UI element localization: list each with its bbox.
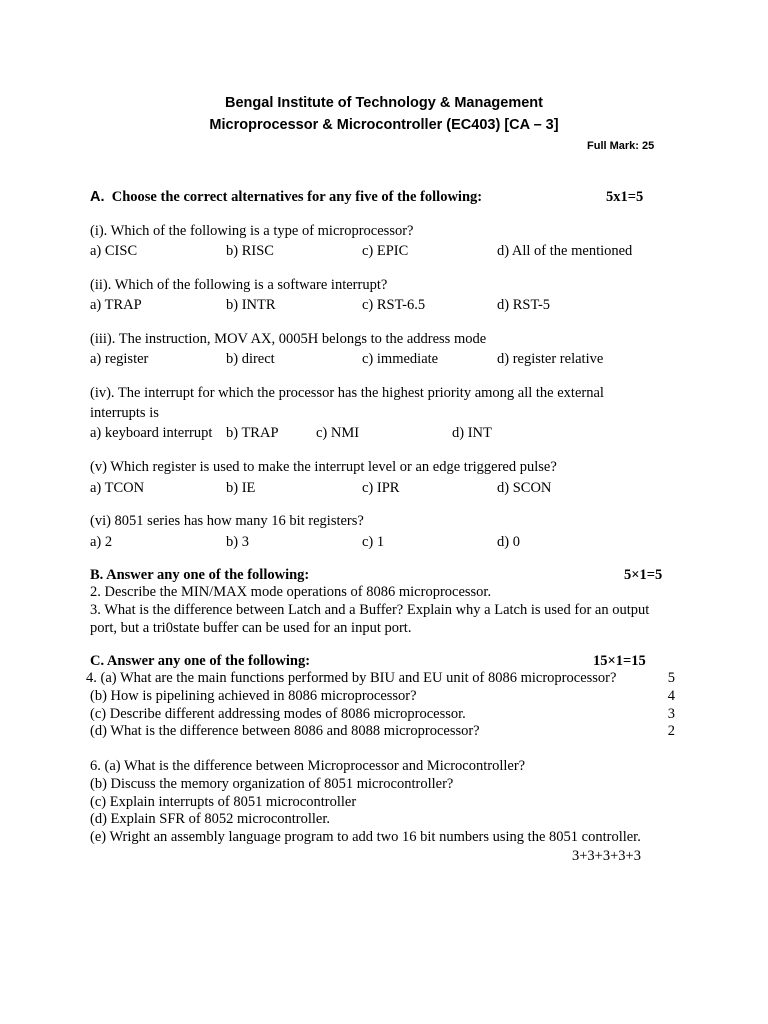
institute-title: Bengal Institute of Technology & Management <box>225 95 543 111</box>
question-2: 2. Describe the MIN/MAX mode operations of 8086 microprocessor. <box>90 584 492 600</box>
section-a-heading <box>90 188 482 206</box>
option-c: c) 1 <box>362 534 385 550</box>
option-a: a) TRAP <box>90 297 142 313</box>
section-a-marks: 5x1=5 <box>606 189 644 205</box>
option-a: a) CISC <box>90 243 138 259</box>
question-4b: (b) How is pipelining achieved in 8086 microprocessor? <box>90 688 417 704</box>
option-d: d) RST-5 <box>497 297 551 313</box>
question-4d-mark: 2 <box>667 723 675 739</box>
course-title: Microprocessor & Microcontroller (EC403) [CA – 3] <box>209 117 559 133</box>
option-d: d) SCON <box>497 480 552 496</box>
option-c: c) immediate <box>362 351 439 367</box>
question-4b-mark: 4 <box>667 688 675 704</box>
question-6a: 6. (a) What is the difference between Microprocessor and Microcontroller? <box>90 758 526 774</box>
option-a: a) keyboard interrupt <box>90 425 213 441</box>
section-b-heading: B. Answer any one of the following: <box>90 567 310 583</box>
question-3-cont: port, but a tri0state buffer can be used for an input port. <box>90 620 412 636</box>
option-c: c) IPR <box>362 480 400 496</box>
section-a-letter: A. <box>90 189 105 205</box>
question-ii: (ii). Which of the following is a software interrupt? <box>90 277 388 293</box>
option-b: b) IE <box>226 480 256 496</box>
section-b-marks: 5×1=5 <box>624 567 663 583</box>
option-a: a) TCON <box>90 480 145 496</box>
full-mark: Full Mark: 25 <box>587 140 655 152</box>
question-vi: (vi) 8051 series has how many 16 bit registers? <box>90 513 364 529</box>
question-6e: (e) Wright an assembly language program to add two 16 bit numbers using the 8051 controller. <box>90 829 641 845</box>
question-6b: (b) Discuss the memory organization of 8051 microcontroller? <box>90 776 454 792</box>
question-4a: 4. (a) What are the main functions performed by BIU and EU unit of 8086 microprocessor? <box>86 670 617 686</box>
option-a: a) 2 <box>90 534 113 550</box>
option-c: c) NMI <box>316 425 360 441</box>
question-4d: (d) What is the difference between 8086 and 8088 microprocessor? <box>90 723 480 739</box>
section-a-instruction: Choose the correct alternatives for any five of the following: <box>111 189 483 205</box>
option-d: d) 0 <box>497 534 520 550</box>
question-6c: (c) Explain interrupts of 8051 microcontroller <box>90 794 357 810</box>
option-d: d) All of the mentioned <box>497 243 633 259</box>
question-3: 3. What is the difference between Latch and a Buffer? Explain why a Latch is used for an output <box>90 602 650 618</box>
question-6-marks: 3+3+3+3+3 <box>572 848 641 864</box>
option-b: b) 3 <box>226 534 249 550</box>
question-iii: (iii). The instruction, MOV AX, 0005H belongs to the address mode <box>90 331 487 347</box>
option-d: d) INT <box>452 425 492 441</box>
question-iv: (iv). The interrupt for which the processor has the highest priority among all the external <box>90 385 604 401</box>
section-c-heading: C. Answer any one of the following: <box>90 653 311 669</box>
option-c: c) RST-6.5 <box>362 297 426 313</box>
question-6d: (d) Explain SFR of 8052 microcontroller. <box>90 811 331 827</box>
option-b: b) direct <box>226 351 275 367</box>
question-v: (v) Which register is used to make the interrupt level or an edge triggered pulse? <box>90 459 557 475</box>
option-b: b) INTR <box>226 297 276 313</box>
question-4c-mark: 3 <box>667 706 675 722</box>
question-4a-mark: 5 <box>667 670 675 686</box>
option-d: d) register relative <box>497 351 604 367</box>
question-iv-cont: interrupts is <box>90 405 159 421</box>
option-b: b) RISC <box>226 243 274 259</box>
question-i: (i). Which of the following is a type of microprocessor? <box>90 223 414 239</box>
option-c: c) EPIC <box>362 243 409 259</box>
option-b: b) TRAP <box>226 425 279 441</box>
option-a: a) register <box>90 351 149 367</box>
question-4c: (c) Describe different addressing modes of 8086 microprocessor. <box>90 706 466 722</box>
section-c-marks: 15×1=15 <box>593 653 646 669</box>
